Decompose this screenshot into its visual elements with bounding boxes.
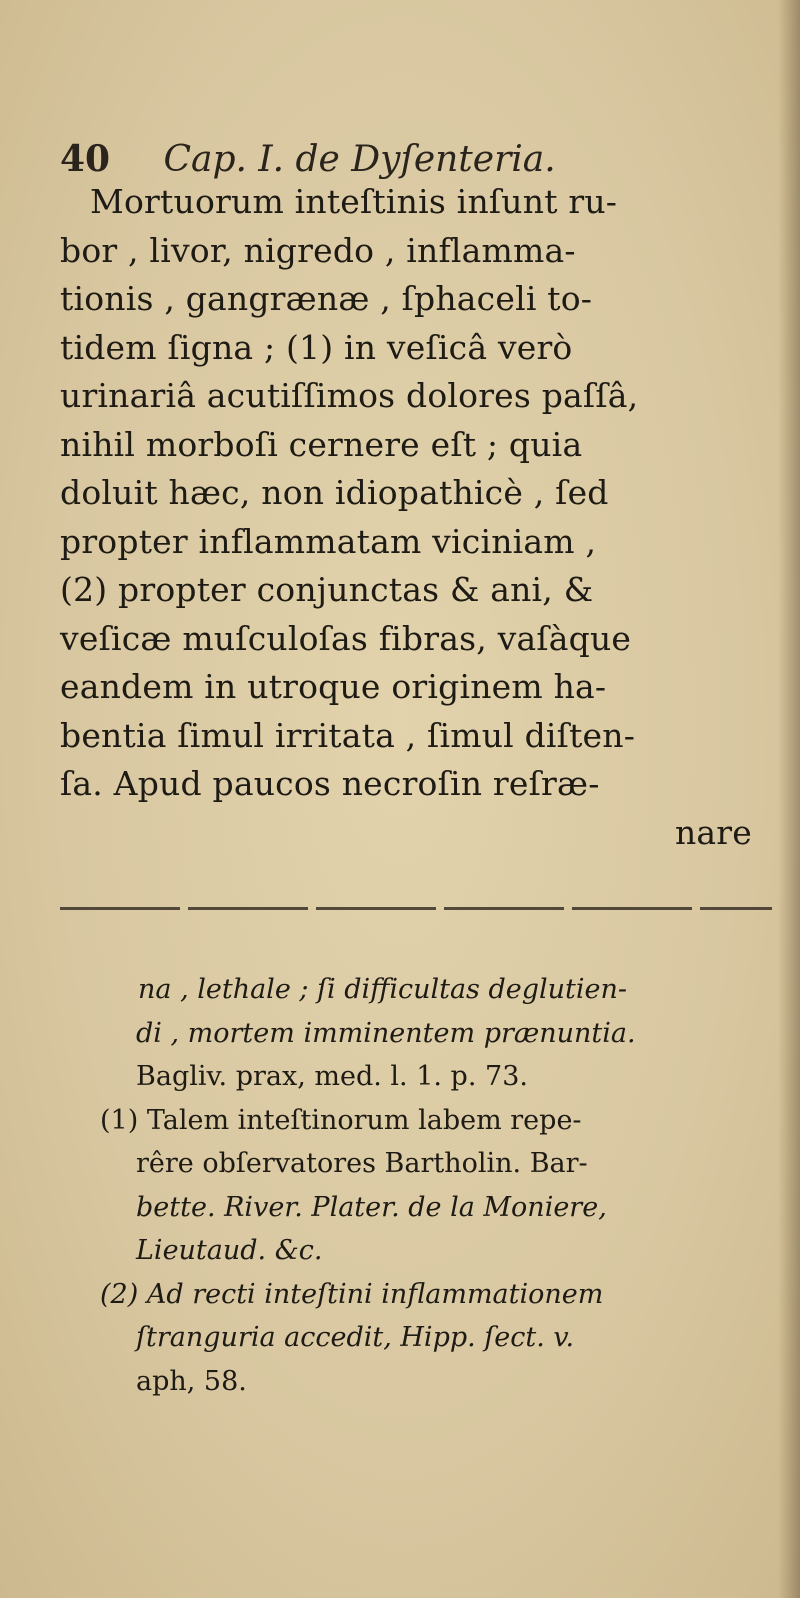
- catchword: nare: [674, 812, 752, 852]
- page-header: [60, 138, 556, 180]
- page-edge-shadow: [778, 0, 800, 1598]
- text-line: nihil morboſi cernere eſt ; quia: [60, 424, 583, 464]
- footnote-divider: [60, 907, 772, 910]
- running-title: Cap. I. de Dyſenteria.: [163, 139, 556, 180]
- text-line: eandem in utroque originem ha-: [60, 667, 607, 706]
- text-line: ſa. Apud paucos necroſin reſræ-: [60, 764, 600, 803]
- page-number: 40: [60, 138, 111, 180]
- text-line: tionis , gangrænæ , ſphaceli to-: [60, 279, 593, 318]
- footnote-line: bette. River. Plater. de la Moniere,: [136, 1191, 607, 1223]
- footnote-line: di , mortem imminentem prænuntia.: [136, 1017, 636, 1049]
- footnote-line: (1) Talem inteſtinorum labem repe-: [100, 1104, 582, 1136]
- text-line: veſicæ muſculoſas fibras, vaſàque: [60, 618, 632, 658]
- text-line: Mortuorum inteſtinis inſunt ru-: [90, 182, 618, 221]
- footnote-line: Bagliv. prax, med. l. 1. p. 73.: [136, 1061, 528, 1092]
- main-text: [60, 178, 760, 857]
- text-line: bentia ſimul irritata , ſimul diſten-: [60, 715, 636, 755]
- text-line: doluit hæc, non idiopathicè , ſed: [60, 473, 609, 512]
- footnotes: [100, 968, 780, 1403]
- text-line: (2) propter conjunctas & ani, &: [60, 570, 594, 609]
- footnote-line: ſtranguria accedit, Hipp. ſect. v.: [136, 1322, 575, 1353]
- text-line: bor , livor, nigredo , inflamma-: [60, 230, 576, 270]
- text-line: propter inflammatam viciniam ,: [60, 521, 597, 561]
- text-line: tidem ſigna ; (1) in veſicâ verò: [60, 327, 573, 367]
- footnote-line: (2) Ad recti inteſtini inflammationem: [100, 1278, 604, 1310]
- footnote-line: aph, 58.: [136, 1365, 247, 1397]
- footnote-line: rêre obſervatores Bartholin. Bar-: [136, 1148, 588, 1179]
- footnote-line: Lieutaud. &c.: [136, 1235, 323, 1266]
- footnote-line: na , lethale ; ſi difficultas deglutien-: [138, 974, 628, 1005]
- text-line: urinariâ acutiſſimos dolores paſſâ,: [60, 376, 639, 415]
